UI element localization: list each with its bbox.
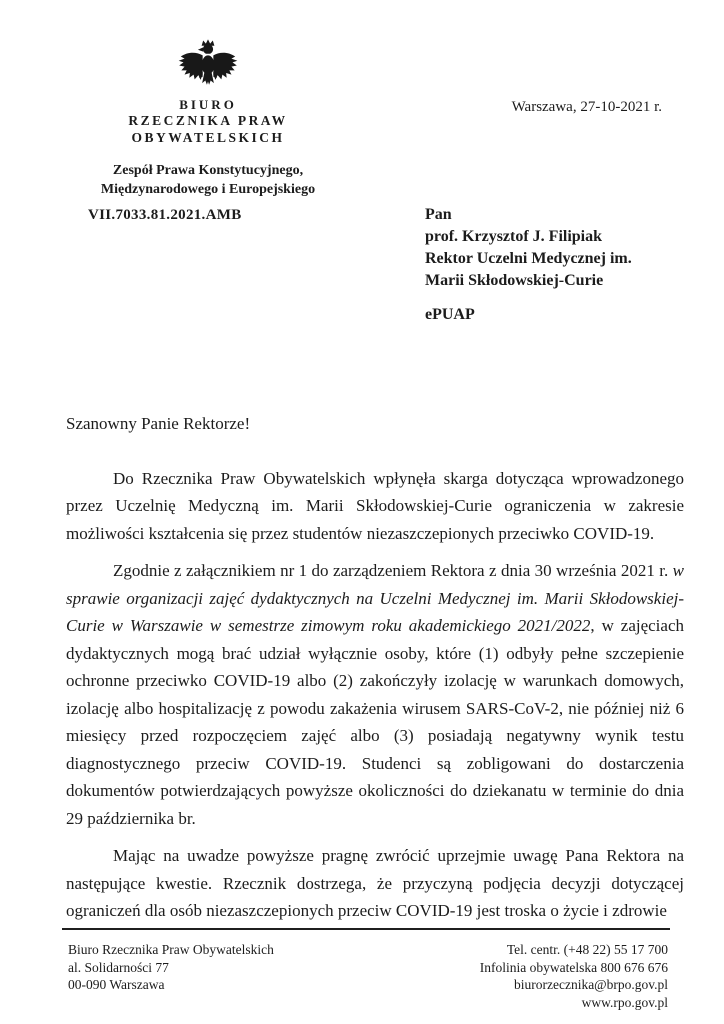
paragraph-text: Zgodnie z załącznikiem nr 1 do zarządzeniem Rektora z dnia 30 września 2021 r. (113, 561, 673, 580)
footer-email: biurorzecznika@brpo.gov.pl (513, 977, 668, 992)
paragraph (66, 465, 684, 548)
addressee-line: Rektor Uczelni Medycznej im. (425, 250, 632, 267)
place-and-date: Warszawa, 27-10-2021 r. (511, 99, 662, 115)
unit-name-line-2: Międzynarodowego i Europejskiego (100, 182, 316, 197)
footer-divider (62, 928, 670, 930)
paragraph-text: Mając na uwadze powyższe pragnę zwrócić uprzejmie uwagę Pana Rektora na następujące kwestie. Rzecznik dostrzega, że przyczyną podjęcia decyzji dotyczącej ograniczeń dla osób niezaszczepionych przeciw COVID-19 jest troska o życie i zdrowie (66, 846, 684, 920)
footer-address-block (68, 941, 274, 994)
letterhead (60, 36, 356, 199)
letter-body (66, 410, 684, 925)
footer-city: 00-090 Warszawa (68, 977, 165, 992)
paragraph (66, 842, 684, 925)
unit-name (60, 161, 356, 199)
polish-eagle-coat-of-arms-icon (176, 36, 240, 94)
paragraph-text: , w zajęciach dydaktycznych mogą brać udział wyłącznie osoby, które (1) odbyły pełne szczepienie ochronne przeciwko COVID-19 albo (2) zakończyły izolację w warunkach domowych, izolację albo hospitalizację z powodu zakażenia wirusem SARS-CoV-2, nie później niż 6 miesięcy przed rozpoczęciem zajęć albo (3) posiadają negatywny wynik testu diagnostycznego przeciw COVID-19. Studenci są zobligowani do dostarczenia dokumentów potwierdzających powyższe okoliczności do dziekanatu w terminie do dnia 29 października br. (66, 616, 684, 828)
body-paragraphs (66, 465, 684, 925)
reference-number: VII.7033.81.2021.AMB (88, 207, 242, 223)
delivery-method: ePUAP (425, 306, 475, 323)
footer-hotline: Infolinia obywatelska 800 676 676 (479, 959, 668, 975)
unit-name-line-1: Zespół Prawa Konstytucyjnego, (112, 163, 304, 178)
office-name-line-2: RZECZNIKA PRAW OBYWATELSKICH (128, 113, 288, 145)
footer-street: al. Solidarności 77 (68, 959, 169, 975)
salutation: Szanowny Panie Rektorze! (66, 414, 251, 433)
paragraph-text: Do Rzecznika Praw Obywatelskich wpłynęła skarga dotycząca wprowadzonego przez Uczelnię Medyczną im. Marii Skłodowskiej-Curie ograniczenia w zakresie możliwości kształcenia się przez studentów niezaszczepionych przeciwko COVID-19. (66, 468, 684, 543)
paragraph (66, 557, 684, 832)
footer-website: www.rpo.gov.pl (581, 994, 668, 1010)
addressee-block (425, 204, 665, 326)
paragraph-text-italic: w sprawie organizacji zajęć dydaktycznych na Uczelni Medycznej im. Marii Skłodowskiej-Curie w Warszawie w semestrze zimowym roku akademickiego 2021/2022 (66, 561, 684, 635)
footer-phone: Tel. centr. (+48 22) 55 17 700 (506, 942, 668, 957)
addressee-line: prof. Krzysztof J. Filipiak (425, 228, 603, 245)
footer-office-name: Biuro Rzecznika Praw Obywatelskich (68, 942, 274, 957)
footer-contact-block (480, 941, 668, 1011)
addressee-line: Marii Skłodowskiej-Curie (425, 272, 604, 289)
addressee-line: Pan (425, 206, 452, 223)
office-name-line-1: BIURO (179, 97, 237, 112)
